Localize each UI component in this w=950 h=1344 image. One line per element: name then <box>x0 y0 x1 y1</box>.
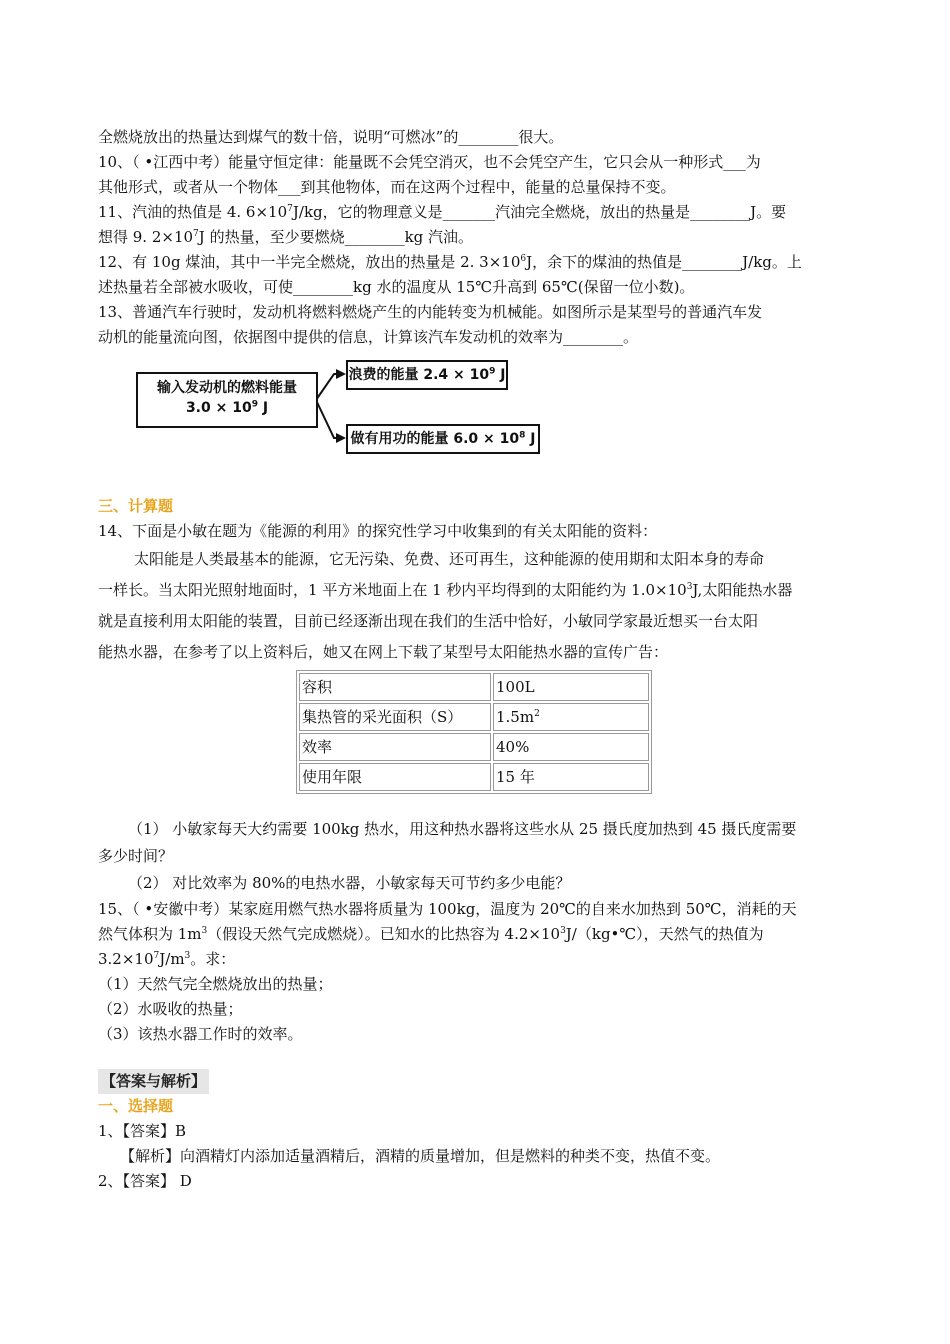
table-cell-label: 使用年限 <box>299 763 491 791</box>
line-q11b <box>98 225 858 250</box>
text: J/m <box>159 950 185 968</box>
table-row <box>299 673 649 701</box>
text: J/（kg•℃），天然气的热值为 <box>565 925 764 943</box>
text: （假设天然气完成燃烧）。已知水的比热容为 4.2×10 <box>207 925 561 943</box>
table-cell-label: 效率 <box>299 733 491 761</box>
line-para2 <box>98 575 858 606</box>
line-sub2: （2） 对比效率为 80%的电热水器，小敏家每天可节约多少电能？ <box>128 874 571 892</box>
table-row <box>299 763 649 791</box>
table-row <box>299 703 649 731</box>
text: J <box>257 400 269 416</box>
q14-subquestions <box>98 816 858 897</box>
superscript: 3 <box>201 926 208 936</box>
arrow-to-useful <box>316 400 344 438</box>
line-para1: 太阳能是人类最基本的能源，它无污染、免费、还可再生，这种能源的使用期和太阳本身的寿命 <box>134 550 765 568</box>
line-q15-s1: （1）天然气完全燃烧放出的热量； <box>98 975 333 993</box>
line-q15b <box>98 922 858 947</box>
text: 想得 9. 2×10 <box>98 228 194 246</box>
line-answer2: 2、【答案】 D <box>98 1172 192 1190</box>
line-para4: 能热水器，在参考了以上资料后，她又在网上下载了某型号太阳能热水器的宣传广告： <box>98 643 669 661</box>
superscript: 7 <box>153 951 160 961</box>
line-sub1b: 多少时间？ <box>98 847 174 865</box>
useful-energy-box <box>346 424 540 454</box>
section-title-calc: 三、计算题 <box>98 497 174 515</box>
superscript: 2 <box>534 709 540 719</box>
table-cell-value: 40% <box>493 733 649 761</box>
line-q13a: 13、普通汽车行驶时，发动机将燃料燃烧产生的内能转变为机械能。如图所示是某型号的普通汽车发 <box>98 303 763 321</box>
text: 然气体积为 1m <box>98 925 202 943</box>
superscript: 8 <box>519 430 526 441</box>
superscript: 3 <box>184 951 191 961</box>
text: J,太阳能热水器 <box>692 581 793 599</box>
water-heater-spec-table <box>296 670 652 794</box>
line-q13b: 动机的能量流向图，依据图中提供的信息，计算该汽车发动机的效率为________。 <box>98 328 639 346</box>
line-q15a: 15、（ •安徽中考）某家庭用燃气热水器将质量为 100kg，温度为 20℃的自来水加热到 50℃，消耗的天 <box>98 900 797 918</box>
answers-header: 【答案与解析】 <box>98 1069 209 1094</box>
text: 11、汽油的热值是 4. 6×10 <box>98 203 288 221</box>
text: J/kg，它的物理意义是_______汽油完全燃烧，放出的热量是________J。要 <box>292 203 787 221</box>
arrow-head-useful <box>336 433 346 443</box>
line-q15-s3: （3）该热水器工作时的效率。 <box>98 1025 303 1043</box>
table-cell-label: 集热管的采光面积（S） <box>299 703 491 731</box>
line-q12b: 述热量若全部被水吸收，可使________kg 水的温度从 15℃升高到 65℃(保留一位小数)。 <box>98 278 695 296</box>
table-cell-value: 100L <box>493 673 649 701</box>
text: 3.0 × 10 <box>185 400 252 416</box>
section-title-choice: 一、选择题 <box>98 1097 174 1115</box>
text: 1.5m <box>496 708 535 726</box>
superscript: 3 <box>686 582 693 592</box>
text: 做有用功的能量 6.0 × 10 <box>350 431 520 447</box>
input-energy-value <box>138 398 316 418</box>
line-q11a <box>98 200 858 225</box>
solar-paragraph <box>98 544 858 668</box>
text: 3.2×10 <box>98 950 154 968</box>
table-cell-value <box>493 703 649 731</box>
wasted-energy-box <box>346 360 508 390</box>
text: J，余下的煤油的热值是________J/kg。上 <box>526 253 802 271</box>
line-q15c <box>98 947 858 972</box>
text: 12、有 10g 煤油，其中一半完全燃烧，放出的热量是 2. 3×10 <box>98 253 521 271</box>
line-q10b: 其他形式，或者从一个物体___到其他物体，而在这两个过程中，能量的总量保持不变。 <box>98 178 676 196</box>
energy-flow-diagram <box>98 360 858 480</box>
text: 。求： <box>190 950 236 968</box>
text: J <box>525 431 536 447</box>
arrow-to-waste <box>316 374 344 400</box>
text: 浪费的能量 2.4 × 10 <box>348 367 490 383</box>
text: J 的热量，至少要燃烧________kg 汽油。 <box>198 228 474 246</box>
table-cell-value: 15 年 <box>493 763 649 791</box>
superscript: 3 <box>560 926 566 936</box>
superscript: 7 <box>287 204 293 214</box>
table-row <box>299 733 649 761</box>
table-cell-label: 容积 <box>299 673 491 701</box>
input-energy-box <box>136 372 318 428</box>
line-q15-s2: （2）水吸收的热量； <box>98 1000 243 1018</box>
text: 一样长。当太阳光照射地面时，1 平方米地面上在 1 秒内平均得到的太阳能约为 1.0×10 <box>98 581 687 599</box>
line-q10a: 10、（ •江西中考）能量守恒定律：能量既不会凭空消灭，也不会凭空产生，它只会从一种形式___为 <box>98 153 761 171</box>
arrow-head-waste <box>336 369 346 379</box>
answers-section <box>98 1069 858 1194</box>
line-para3: 就是直接利用太阳能的装置，目前已经逐渐出现在我们的生活中恰好，小敏同学家最近想买一台太阳 <box>98 612 759 630</box>
superscript: 9 <box>489 366 496 377</box>
document-page <box>98 125 858 1194</box>
superscript: 9 <box>251 399 258 410</box>
line-answer1-exp: 【解析】向酒精灯内添加适量酒精后，酒精的质量增加，但是燃料的种类不变，热值不变。 <box>120 1147 721 1165</box>
line-q12a <box>98 250 858 275</box>
superscript: 7 <box>193 229 199 239</box>
line-q9-end: 全燃烧放出的热量达到煤气的数十倍，说明“可燃冰”的________很大。 <box>98 128 564 146</box>
line-sub1a: （1） 小敏家每天大约需要 100kg 热水，用这种热水器将这些水从 25 摄氏度加热到 45 摄氏度需要 <box>128 820 797 838</box>
line-answer1: 1、【答案】B <box>98 1122 187 1140</box>
text: J <box>495 367 506 383</box>
input-energy-label: 输入发动机的燃料能量 <box>157 380 297 396</box>
line-q14-intro: 14、下面是小敏在题为《能源的利用》的探究性学习中收集到的有关太阳能的资料： <box>98 522 658 540</box>
superscript: 6 <box>520 254 527 264</box>
